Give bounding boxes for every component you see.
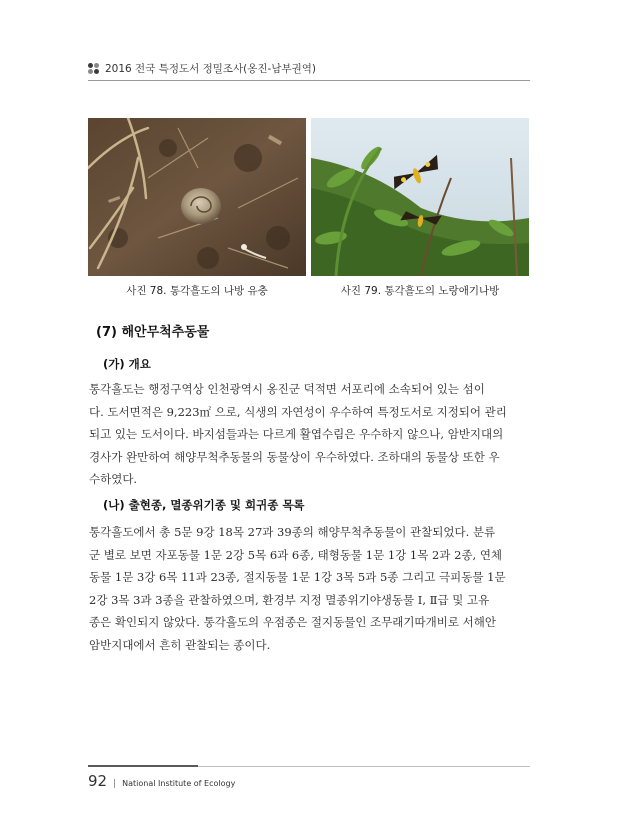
footer-rule-accent — [88, 765, 198, 767]
figure-caption: 사진 78. 통각흘도의 나방 유충 — [126, 285, 268, 297]
text-line: 군 별로 보면 자포동물 1문 2강 5목 6과 6종, 태형동물 1문 1강 1목 2과 2종, 연체 — [89, 547, 503, 562]
page-footer — [88, 772, 235, 790]
text-line: 2강 3목 3과 3종을 관찰하였으며, 환경부 지정 멸종위기야생동물 Ⅰ, Ⅱ급 및 고유 — [89, 592, 490, 607]
footer-separator: | — [113, 779, 117, 789]
text-line: 암반지대에서 흔히 관찰되는 종이다. — [89, 637, 271, 652]
text-line: 다. 도서면적은 9,223㎡ 으로, 식생의 자연성이 우수하여 특정도서로 지정되어 관리 — [89, 404, 507, 419]
page-number: 92 — [88, 772, 108, 790]
text-line: 통각흘도는 행정구역상 인천광역시 옹진군 덕적면 서포리에 소속되어 있는 섬이 — [89, 382, 485, 396]
figure-caption: 사진 79. 통각흘도의 노랑애기나방 — [340, 285, 500, 297]
text-line: 경사가 완만하여 해양무척추동물의 동물상이 우수하였다. 조하대의 동물상 또한 우 — [89, 449, 500, 464]
text-line: 되고 있는 도서이다. 바지섬들과는 다르게 활엽수림은 우수하지 않으나, 암반지대의 — [89, 427, 504, 441]
paragraph-species — [89, 521, 531, 656]
header-title: 2016 전국 특정도서 정밀조사(옹진-남부권역) — [105, 63, 317, 75]
photo-moth — [311, 118, 529, 276]
text-line: 수하였다. — [89, 472, 138, 486]
text-line: 통각흘도에서 총 5문 9강 18목 27과 39종의 해양무척추동물이 관찰되었다. 분류 — [89, 525, 496, 539]
text-line: 동물 1문 3강 6목 11과 23종, 절지동물 1문 1강 3목 5과 5종 그리고 극피동물 1문 — [89, 570, 506, 584]
paragraph-overview — [89, 378, 531, 491]
header-dots-icon — [88, 63, 100, 75]
section-heading: (7) 해안무척추동물 — [96, 325, 210, 340]
subsection-heading: (가) 개요 — [103, 357, 151, 371]
institution-name: National Institute of Ecology — [122, 779, 236, 788]
header-rule — [88, 80, 530, 81]
photo-larva — [88, 118, 306, 276]
running-header — [88, 61, 530, 76]
subsection-heading: (나) 출현종, 멸종위기종 및 희귀종 목록 — [103, 498, 305, 512]
text-line: 종은 확인되지 않았다. 통각흘도의 우점종은 절지동물인 조무래기따개비로 서해안 — [89, 615, 496, 629]
